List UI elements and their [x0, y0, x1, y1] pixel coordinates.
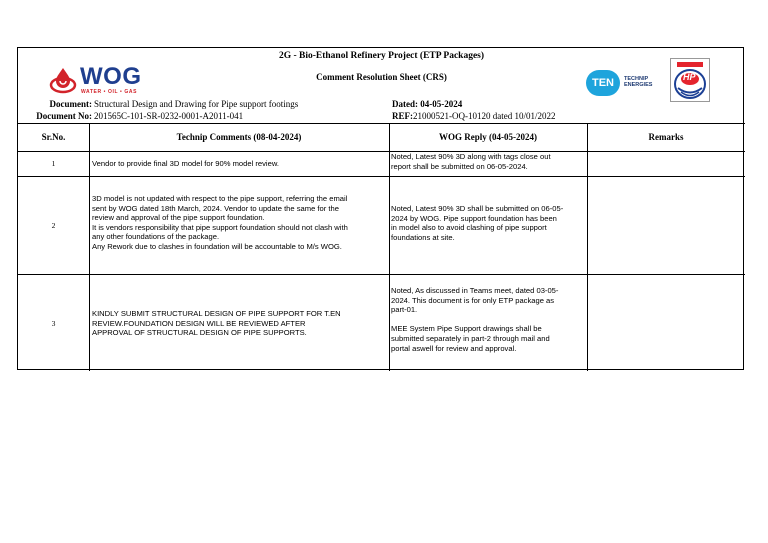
wog-drop-icon	[48, 66, 78, 94]
row-2-comment-line: It is vendors responsibility that pipe support foundation should not clash with	[92, 222, 348, 232]
row-1-srno: 1	[51, 159, 56, 168]
row-3-comment-line: KINDLY SUBMIT STRUCTURAL DESIGN OF PIPE SUPPORT FOR T.EN	[92, 309, 341, 318]
project-title: 2G - Bio-Ethanol Refinery Project (ETP Packages)	[278, 51, 485, 61]
row-3-reply-line: part-01.	[391, 305, 418, 315]
row-2-reply	[391, 204, 563, 242]
sheet-title: Comment Resolution Sheet (CRS)	[316, 72, 447, 82]
row-2-comment-line: sent by WOG dated 18th March, 2024. Vendor to update the same for the	[92, 203, 339, 213]
ten-logo	[586, 70, 666, 98]
row-3-comment	[92, 309, 341, 338]
hp-logo	[670, 58, 710, 102]
row-1-reply-line: report shall be submitted on 06-05-2024.	[391, 162, 528, 171]
row-3-reply-line	[391, 315, 558, 325]
row-1-reply-line: Noted, Latest 90% 3D along with tags close out	[391, 152, 551, 161]
row-3-srno: 3	[51, 319, 56, 328]
document-value: Structural Design and Drawing for Pipe support footings	[94, 99, 299, 109]
row-1-comment-line: Vendor to provide final 3D model for 90% model review.	[92, 159, 279, 168]
row-2-srno: 2	[51, 221, 56, 230]
row-3-reply-line: 2024. This document is for only ETP package as	[391, 295, 555, 305]
wog-tagline: WATER • OIL • GAS	[81, 89, 138, 95]
row-2-comment-line: Any Rework due to clashes in foundation will be accountable to M/s WOG.	[92, 241, 342, 251]
ref-label: REF:	[392, 111, 413, 121]
col-header-reply: WOG Reply (04-05-2024)	[439, 132, 537, 142]
row-line	[18, 151, 745, 152]
wog-logo-text: WOG	[80, 63, 142, 90]
row-3-comment-line: APPROVAL OF STRUCTURAL DESIGN OF PIPE SUPPORTS.	[92, 328, 307, 338]
col-header-remarks: Remarks	[648, 132, 684, 142]
hp-banner-icon	[677, 62, 703, 67]
ten-line1: TECHNIP	[624, 76, 649, 82]
ref-value: 21000521-OQ-10120 dated 10/01/2022	[413, 111, 556, 121]
hp-logo-text: HP	[683, 72, 696, 82]
document-no-value: 201565C-101-SR-0232-0001-A2011-041	[94, 111, 244, 121]
col-line	[389, 123, 390, 371]
row-2-reply-line: in model also to avoid clashing of pipe support	[391, 223, 547, 233]
document-label: Document:	[49, 99, 92, 109]
row-3-reply-line: MEE System Pipe Support drawings shall be	[391, 324, 542, 334]
col-header-comments: Technip Comments (08-04-2024)	[176, 132, 302, 142]
row-2-reply-line: foundations at site.	[391, 232, 455, 242]
row-2-comment-line: 3D model is not updated with respect to the pipe support, referring the email	[92, 194, 348, 203]
row-3-reply-line: portal aswell for review and approval.	[391, 343, 517, 353]
col-line	[587, 123, 588, 371]
row-3-reply-line: submitted separately in part-2 through mail and	[391, 333, 550, 343]
row-2-reply-line: 2024 by WOG. Pipe support foundation has been	[391, 213, 557, 223]
row-3-reply-line: Noted, As discussed in Teams meet, dated 03-05-	[391, 286, 559, 295]
row-2-reply-line: Noted, Latest 90% 3D shall be submitted on 06-05-	[391, 204, 564, 213]
crs-sheet	[17, 47, 744, 370]
document-no-label: Document No:	[36, 111, 92, 121]
row-line	[18, 274, 745, 275]
row-line	[18, 176, 745, 177]
col-line	[89, 123, 90, 371]
ten-badge: TEN	[586, 70, 620, 96]
wog-logo	[48, 64, 168, 98]
row-2-comment-line: review and approval of the pipe support foundation.	[92, 213, 265, 223]
dated-text: Dated: 04-05-2024	[392, 99, 463, 109]
row-3-comment-line: REVIEW.FOUNDATION DESIGN WILL BE REVIEWED AFTER	[92, 318, 306, 328]
ten-line2: ENERGIES	[624, 82, 653, 88]
col-header-srno: Sr.No.	[41, 132, 66, 142]
header-divider	[18, 123, 745, 124]
row-2-comment-line: any other foundations of the package.	[92, 232, 220, 242]
row-3-reply	[391, 286, 558, 353]
row-2-comment	[92, 194, 348, 252]
